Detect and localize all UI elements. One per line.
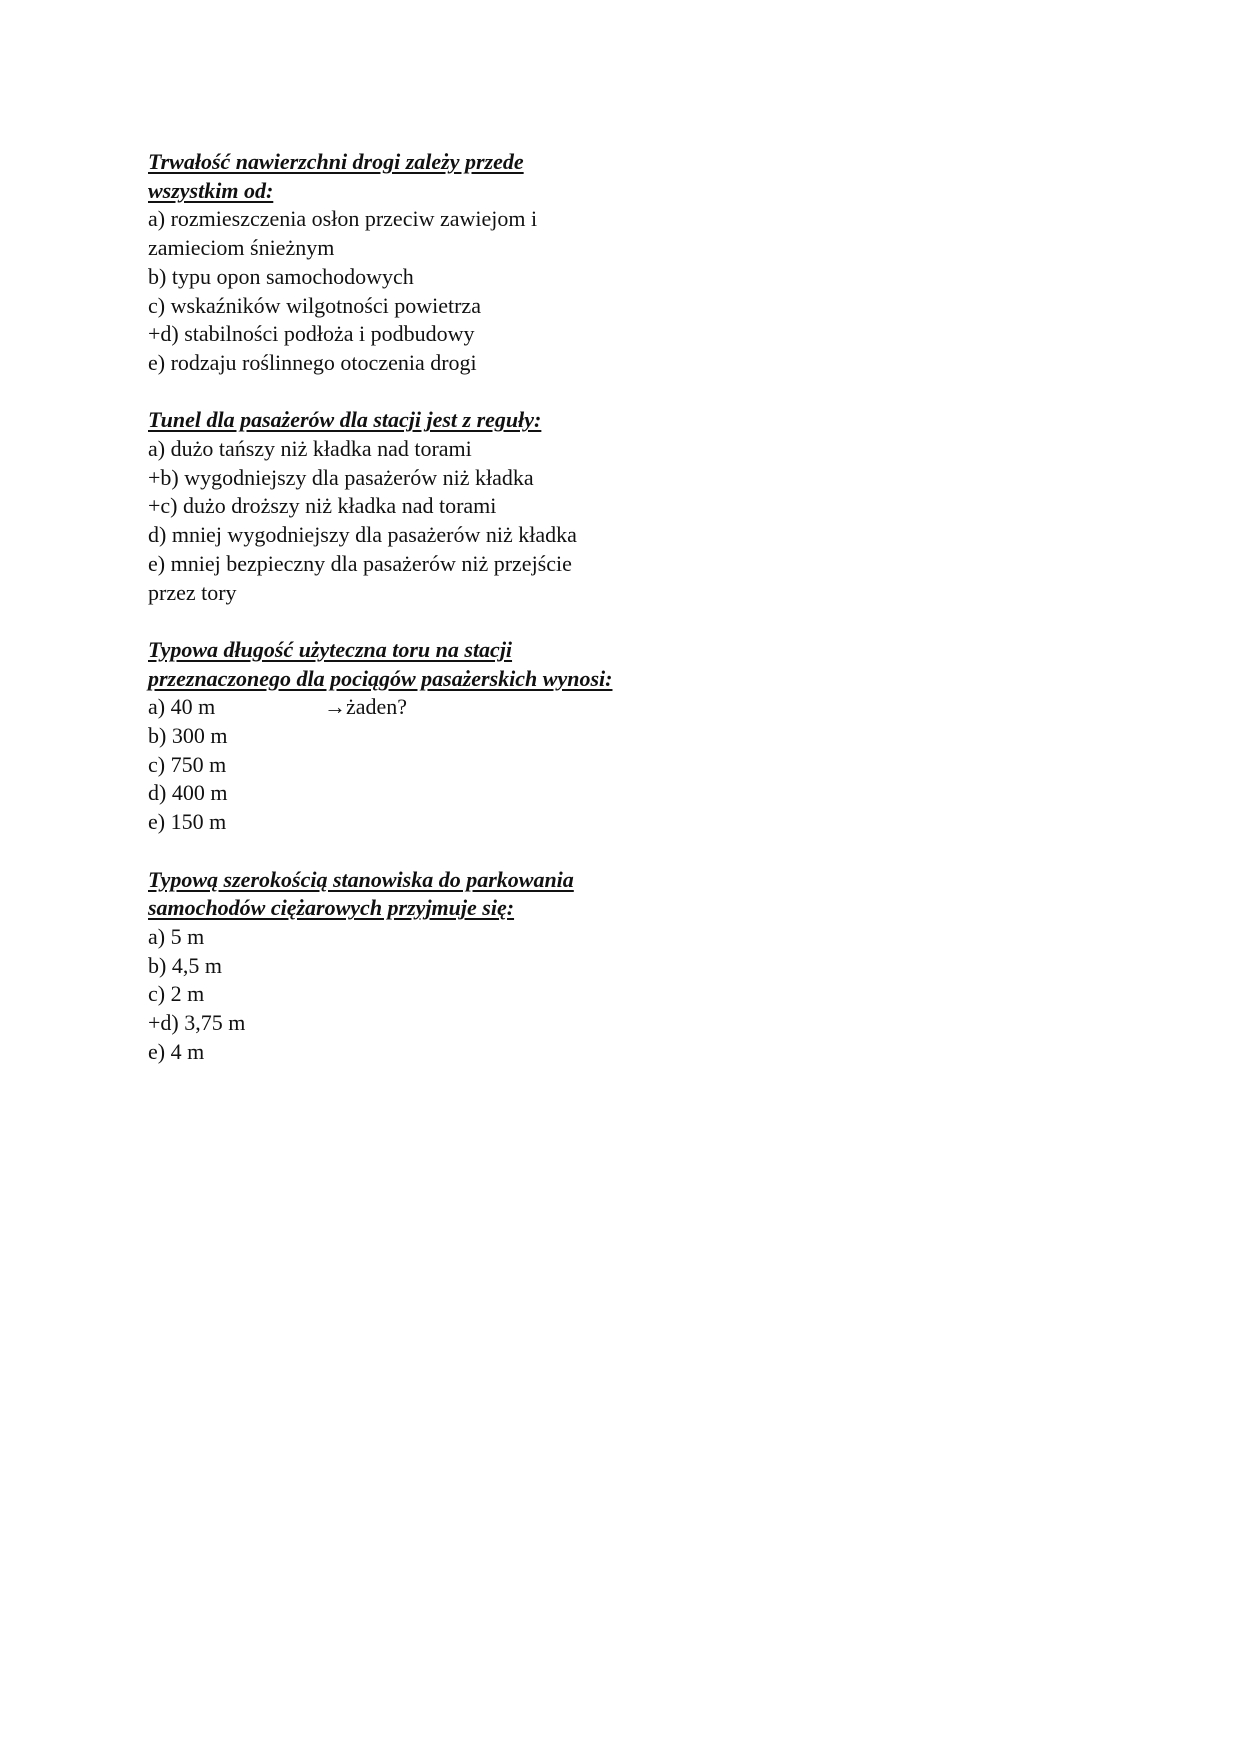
question-title-line: wszystkim od: [148,177,274,203]
question-title-line: Typowa długość użyteczna toru na stacji [148,636,513,662]
answer-line: e) 4 m [148,1038,205,1064]
question-title [148,148,708,205]
answer-line: c) 750 m [148,751,227,777]
document-body [148,148,708,1095]
answer-line: +c) dużo droższy niż kładka nad torami [148,493,497,519]
answer-line: e) mniej bezpieczny dla pasażerów niż przejście [148,550,572,576]
answer-line: e) rodzaju roślinnego otoczenia drogi [148,349,477,375]
question-title [148,636,708,693]
question-1 [148,148,708,378]
question-4 [148,866,708,1067]
answer-line: b) 300 m [148,723,228,749]
question-title-line: Trwałość nawierzchni drogi zależy przede [148,149,524,174]
answer-line: a) dużo tańszy niż kładka nad torami [148,436,472,462]
answer-line: d) mniej wygodniejszy dla pasażerów niż kładka [148,522,577,548]
answer-line: zamieciom śnieżnym [148,235,335,261]
answer-line: c) 2 m [148,981,205,1007]
question-3 [148,636,708,837]
answer-line: d) 400 m [148,780,228,806]
question-title-line: Typową szerokością stanowiska do parkowania [148,866,574,892]
answer-line: b) 4,5 m [148,952,222,978]
question-title [148,406,708,435]
question-title-line: przeznaczonego dla pociągów pasażerskich wynosi: [148,665,613,691]
answer-line: c) wskaźników wilgotności powietrza [148,292,481,318]
question-title-line: samochodów ciężarowych przyjmuje się: [148,895,515,921]
question-title-line: Tunel dla pasażerów dla stacji jest z reguły: [148,407,542,433]
answer-line: +d) 3,75 m [148,1010,246,1036]
handwritten-note: →żaden? [324,694,408,720]
answer-line: a) rozmieszczenia osłon przeciw zawiejom i [148,206,538,232]
answer-line: +b) wygodniejszy dla pasażerów niż kładka [148,464,534,490]
answer-line: +d) stabilności podłoża i podbudowy [148,321,475,347]
answer-line: b) typu opon samochodowych [148,263,414,289]
question-2 [148,406,708,607]
question-title [148,866,708,923]
answer-text: a) 40 m [148,694,216,720]
answer-line: a) 5 m [148,923,205,949]
answer-line: e) 150 m [148,809,227,835]
answer-line [148,693,708,722]
answer-line: przez tory [148,579,237,605]
